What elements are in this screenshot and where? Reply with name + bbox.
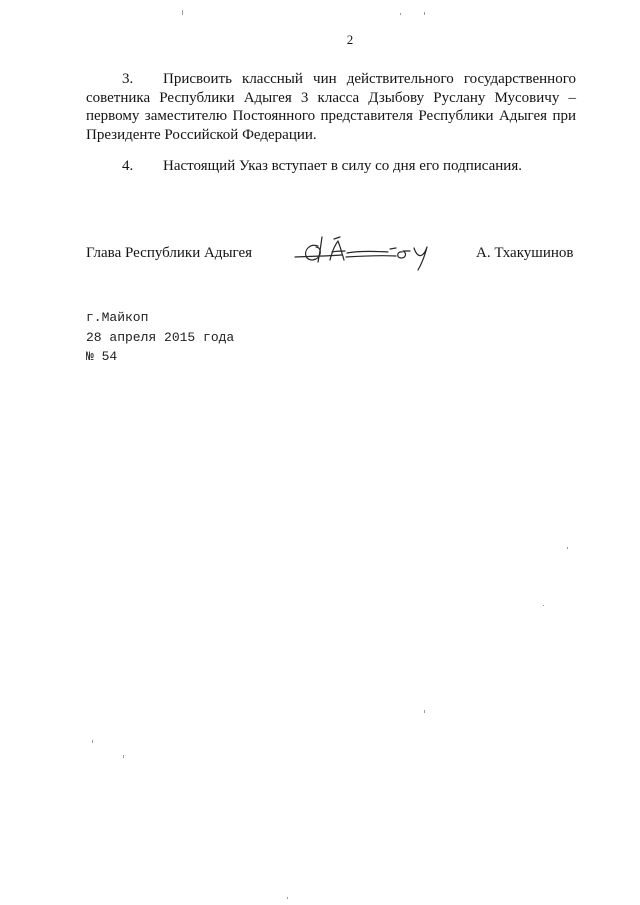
signature-stroke (414, 247, 427, 270)
signature-image (292, 234, 436, 272)
issuance-date: 28 апреля 2015 года (86, 329, 235, 345)
scan-speck (287, 897, 288, 899)
scan-speck (400, 13, 401, 15)
signature-stroke (390, 248, 396, 249)
signature-stroke (318, 237, 322, 262)
clause-3-text-line-2: советника Республики Адыгея 3 класса Дзыбову Руслану Мусовичу – (86, 89, 576, 106)
signature-stroke (346, 256, 396, 257)
clause-3-text-line-4: Президенте Российской Федерации. (86, 126, 317, 143)
issuance-number: № 54 (86, 349, 118, 364)
scan-speck (567, 547, 568, 549)
scan-speck (543, 605, 544, 606)
clause-4-line-1 (86, 157, 576, 176)
clause-4 (86, 157, 576, 176)
issuance-place: г.Майкоп (86, 310, 149, 325)
scan-speck (182, 10, 183, 15)
clause-3-number: 3. (122, 71, 134, 87)
signature-block (0, 244, 640, 264)
signature-stroke (334, 237, 340, 239)
clause-4-text-line-1: Настоящий Указ вступает в силу со дня его подписания. (163, 158, 522, 174)
scan-speck (424, 12, 425, 15)
page-number: 2 (346, 32, 354, 47)
signature-stroke (332, 251, 345, 252)
signatory-name: А. Тхакушинов (476, 245, 574, 261)
clause-4-number: 4. (122, 158, 134, 174)
issuance-details (86, 308, 234, 367)
clause-3-line-1 (86, 70, 576, 89)
clause-3 (86, 70, 576, 144)
signature-stroke (347, 251, 388, 253)
scan-speck (92, 740, 93, 743)
clause-3-text-line-3: первому заместителю Постоянного представителя Республики Адыгея при (86, 108, 576, 124)
signature-stroke (306, 245, 321, 260)
signatory-position: Глава Республики Адыгея (86, 245, 253, 261)
scan-speck (123, 755, 124, 758)
clause-3-text-line-1: Присвоить классный чин действительного государственного (163, 71, 576, 87)
scan-speck (424, 710, 425, 713)
signature-stroke (398, 251, 410, 258)
